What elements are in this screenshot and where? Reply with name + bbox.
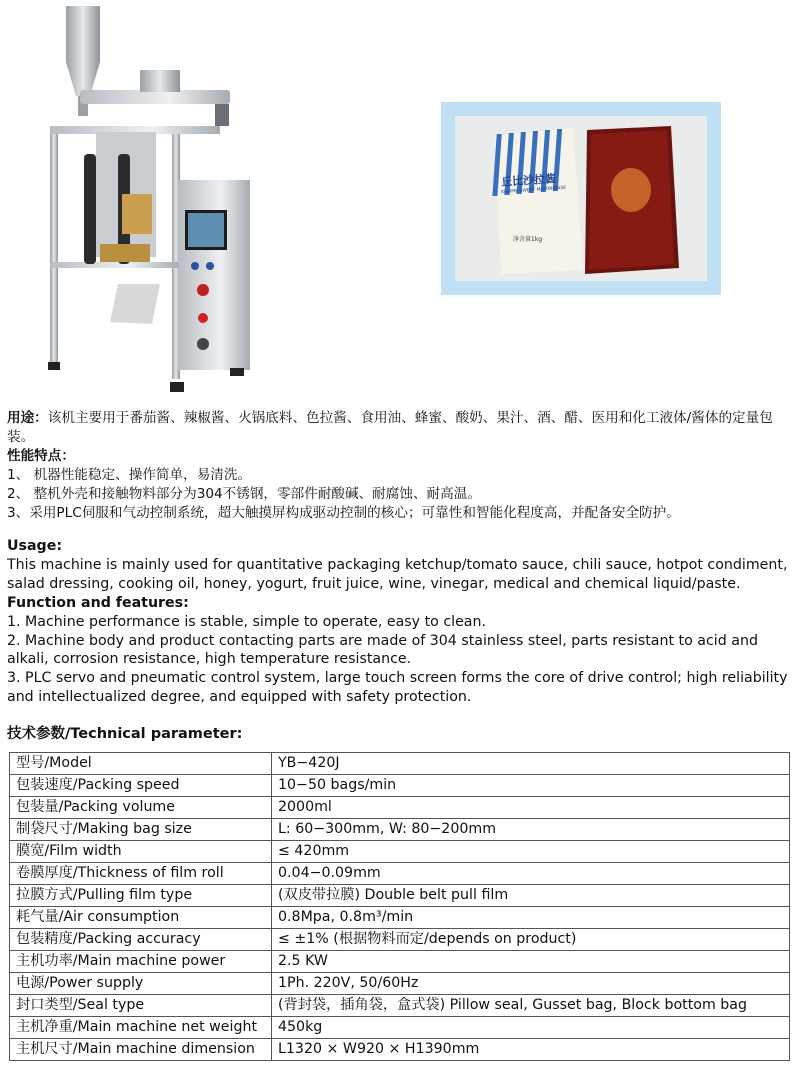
chinese-description xyxy=(7,409,793,523)
bag-label: 丘比沙拉酱 xyxy=(500,172,557,189)
param-name: 包装量/Packing volume xyxy=(10,797,272,819)
tech-title: 技术参数/Technical parameter: xyxy=(7,726,243,742)
param-name: 主机尺寸/Main machine dimension xyxy=(10,1039,272,1061)
param-value: 1Ph. 220V, 50/60Hz xyxy=(272,973,790,995)
en-feature-1: 1. Machine performance is stable, simple to operate, easy to clean. xyxy=(7,613,486,630)
tech-table xyxy=(9,752,790,1061)
en-features-label: Function and features: xyxy=(7,594,189,611)
table-row xyxy=(10,819,790,841)
table-row xyxy=(10,907,790,929)
table-row xyxy=(10,885,790,907)
param-value: YB−420J xyxy=(272,753,790,775)
param-name: 型号/Model xyxy=(10,753,272,775)
param-name: 封口类型/Seal type xyxy=(10,995,272,1017)
table-row xyxy=(10,1017,790,1039)
cn-feature-1: 1、 机器性能稳定、操作简单，易清洗。 xyxy=(7,467,252,483)
table-row xyxy=(10,797,790,819)
param-value: ≤ 420mm xyxy=(272,841,790,863)
product-photo xyxy=(441,102,721,295)
param-value: L1320 × W920 × H1390mm xyxy=(272,1039,790,1061)
param-name: 电源/Power supply xyxy=(10,973,272,995)
param-value: (背封袋，插角袋，盒式袋) Pillow seal, Gusset bag, Block bottom bag xyxy=(272,995,790,1017)
machine-photo xyxy=(40,4,262,396)
table-row xyxy=(10,863,790,885)
param-name: 包装速度/Packing speed xyxy=(10,775,272,797)
param-name: 拉膜方式/Pulling film type xyxy=(10,885,272,907)
table-row xyxy=(10,995,790,1017)
param-value: L: 60−300mm, W: 80−200mm xyxy=(272,819,790,841)
param-name: 耗气量/Air consumption xyxy=(10,907,272,929)
table-row xyxy=(10,753,790,775)
table-row xyxy=(10,951,790,973)
en-usage-label: Usage: xyxy=(7,538,62,554)
param-value: (双皮带拉膜) Double belt pull film xyxy=(272,885,790,907)
param-name: 主机净重/Main machine net weight xyxy=(10,1017,272,1039)
cn-usage xyxy=(7,409,793,447)
param-name: 主机功率/Main machine power xyxy=(10,951,272,973)
param-name: 卷膜厚度/Thickness of film roll xyxy=(10,863,272,885)
bag-sublabel: KEWPIE SWEET MAYONNAISE xyxy=(500,185,567,196)
param-value: 2.5 KW xyxy=(272,951,790,973)
param-name: 制袋尺寸/Making bag size xyxy=(10,819,272,841)
en-feature-2: 2. Machine body and product contacting parts are made of 304 stainless steel, parts resistant to acid and alkali, corrosion resistance, high temperature resistance. xyxy=(7,632,758,668)
param-name: 膜宽/Film width xyxy=(10,841,272,863)
param-value: 0.8Mpa, 0.8m³/min xyxy=(272,907,790,929)
cn-feature-2: 2、 整机外壳和接触物料部分为304不锈钢，零部件耐酸碱、耐腐蚀、耐高温。 xyxy=(7,486,481,502)
param-value: 2000ml xyxy=(272,797,790,819)
param-value: 10−50 bags/min xyxy=(272,775,790,797)
param-value: 450kg xyxy=(272,1017,790,1039)
param-value: ≤ ±1% (根据物料而定/depends on product) xyxy=(272,929,790,951)
table-row xyxy=(10,929,790,951)
table-row xyxy=(10,775,790,797)
bag-net-weight: 净含量1kg xyxy=(513,236,543,243)
cn-usage-text: 该机主要用于番茄酱、辣椒酱、火锅底料、色拉酱、食用油、蜂蜜、酸奶、果汁、酒、醋、医用和化工液体/酱体的定量包装。 xyxy=(7,410,773,445)
table-row xyxy=(10,973,790,995)
param-value: 0.04−0.09mm xyxy=(272,863,790,885)
english-description xyxy=(7,537,793,707)
table-row xyxy=(10,1039,790,1061)
cn-usage-label: 用途： xyxy=(7,410,48,426)
cn-features-label: 性能特点： xyxy=(7,448,75,464)
param-name: 包装精度/Packing accuracy xyxy=(10,929,272,951)
table-row xyxy=(10,841,790,863)
cn-feature-3: 3、采用PLC伺服和气动控制系统，超大触摸屏构成驱动控制的核心；可靠性和智能化程度高，并配备安全防护。 xyxy=(7,505,680,521)
en-feature-3: 3. PLC servo and pneumatic control system, large touch screen forms the core of drive control; high reliability and intellectualized degree, and equipped with safety protection. xyxy=(7,670,788,706)
en-usage-text: This machine is mainly used for quantitative packaging ketchup/tomato sauce, chili sauce, hotpot condiment, salad dressing, cooking oil, honey, yogurt, fruit juice, wine, vinegar, medical and chemical liquid/paste. xyxy=(7,556,788,592)
